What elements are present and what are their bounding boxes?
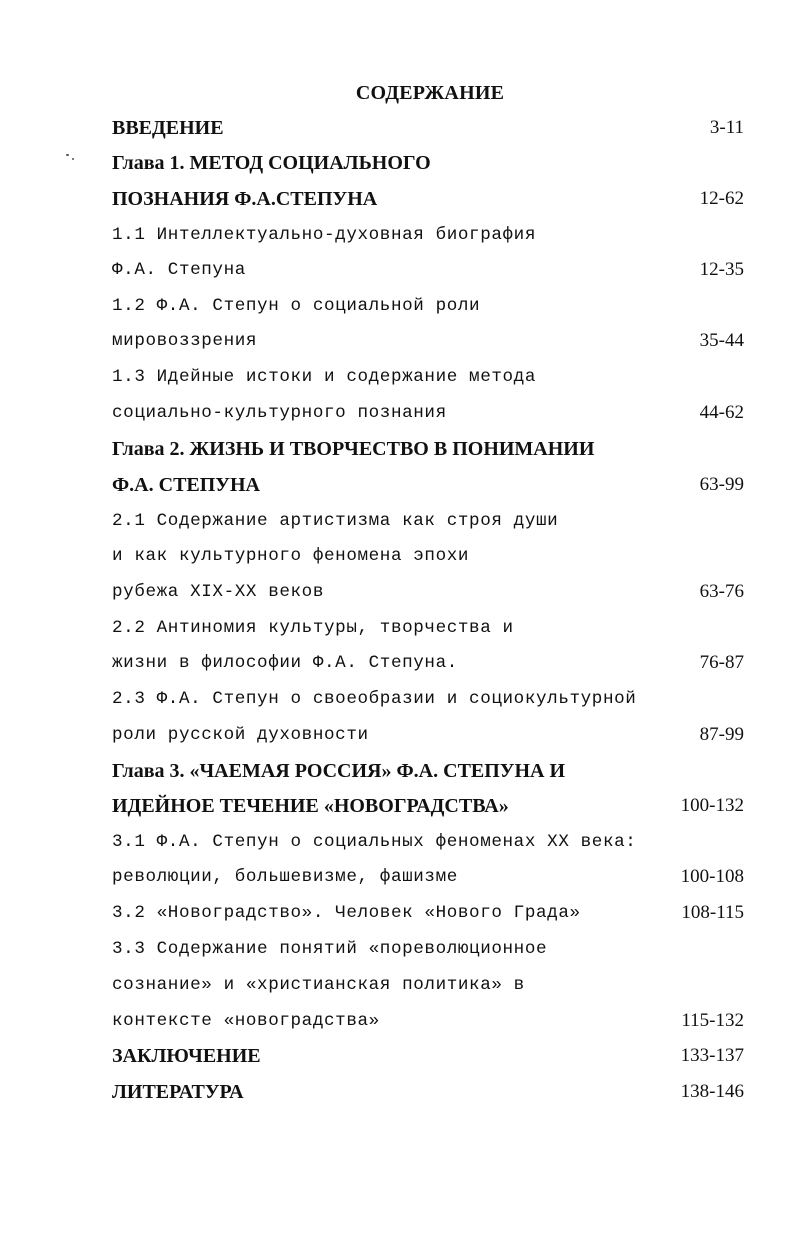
toc-entry bbox=[112, 611, 744, 645]
toc-entry bbox=[112, 539, 744, 573]
toc-entry-page: 76-87 bbox=[699, 652, 744, 673]
toc-entry bbox=[112, 825, 744, 859]
toc-entry-text: ВВЕДЕНИЕ bbox=[112, 117, 224, 139]
toc-entry-text: жизни в философии Ф.А. Степуна. bbox=[112, 653, 458, 673]
toc-entry-text: 1.3 Идейные истоки и содержание метода bbox=[112, 367, 537, 387]
toc-entry-text: ЗАКЛЮЧЕНИЕ bbox=[112, 1045, 261, 1067]
toc-entry-page: 63-76 bbox=[699, 581, 744, 602]
toc-entry bbox=[112, 111, 744, 145]
toc-entry-text: социально-культурного познания bbox=[112, 403, 447, 423]
toc-entry bbox=[112, 718, 744, 752]
toc-entry-text: 3.1 Ф.А. Степун о социальных феноменах XX века: bbox=[112, 832, 637, 852]
toc-entry-text: 2.2 Антиномия культуры, творчества и bbox=[112, 618, 514, 638]
toc-entry-text: ИДЕЙНОЕ ТЕЧЕНИЕ «НОВОГРАДСТВА» bbox=[112, 795, 509, 817]
toc-entry bbox=[112, 1039, 744, 1073]
toc-entry-text: революции, большевизме, фашизме bbox=[112, 867, 458, 887]
toc-entry bbox=[112, 575, 744, 609]
toc-entry bbox=[112, 682, 744, 716]
toc-entry bbox=[112, 396, 744, 430]
toc-entry-text: сознание» и «христианская политика» в bbox=[112, 975, 525, 995]
toc-entry-text: Ф.А. СТЕПУНА bbox=[112, 474, 260, 496]
toc-entry bbox=[112, 860, 744, 894]
toc-entry-text: Ф.А. Степуна bbox=[112, 260, 246, 280]
toc-entry-text: контексте «новоградства» bbox=[112, 1011, 380, 1031]
toc-entry bbox=[112, 360, 744, 394]
toc-entry-page: 100-132 bbox=[680, 795, 744, 816]
toc-entry-text: 2.3 Ф.А. Степун о своеобразии и социокультурной bbox=[112, 689, 637, 709]
toc-entry bbox=[112, 932, 744, 966]
scan-speck bbox=[66, 154, 69, 156]
toc-entry bbox=[112, 1075, 744, 1109]
toc-entry-text: роли русской духовности bbox=[112, 725, 369, 745]
toc-entry bbox=[112, 218, 744, 252]
toc-entry bbox=[112, 896, 744, 930]
page-title: СОДЕРЖАНИЕ bbox=[355, 82, 505, 104]
toc-entry-page: 115-132 bbox=[681, 1010, 744, 1031]
scan-speck bbox=[72, 158, 74, 160]
toc-entry bbox=[112, 324, 744, 358]
toc-entry-page: 138-146 bbox=[680, 1081, 744, 1102]
toc-entry bbox=[112, 1004, 744, 1038]
toc-entry-text: ПОЗНАНИЯ Ф.А.СТЕПУНА bbox=[112, 188, 378, 210]
toc-entry bbox=[112, 289, 744, 323]
toc-entry-text: мировоззрения bbox=[112, 331, 258, 351]
toc-entry-page: 12-35 bbox=[699, 259, 744, 280]
toc-entry-page: 100-108 bbox=[680, 866, 744, 887]
toc-entry bbox=[112, 432, 744, 466]
toc-entry-text: рубежа XIX-XX веков bbox=[112, 582, 325, 602]
toc-entry bbox=[112, 646, 744, 680]
toc-entry bbox=[112, 468, 744, 502]
toc-entry bbox=[112, 146, 744, 180]
toc-entry-text: Глава 2. ЖИЗНЬ И ТВОРЧЕСТВО В ПОНИМАНИИ bbox=[112, 438, 595, 460]
toc-entry-page: 35-44 bbox=[699, 330, 744, 351]
toc-entry-page: 44-62 bbox=[699, 402, 744, 423]
toc-entry-text: 2.1 Содержание артистизма как строя души bbox=[112, 511, 559, 531]
toc-entry bbox=[112, 504, 744, 538]
toc-entry bbox=[112, 253, 744, 287]
toc-entry-page: 133-137 bbox=[680, 1045, 744, 1066]
toc-entry-page: 87-99 bbox=[699, 724, 744, 745]
toc-entry-page: 3-11 bbox=[709, 117, 744, 138]
toc-entry bbox=[112, 754, 744, 788]
toc-entry-text: 1.2 Ф.А. Степун о социальной роли bbox=[112, 296, 481, 316]
toc-entry-page: 12-62 bbox=[699, 188, 744, 209]
toc-entry-page: 63-99 bbox=[699, 474, 744, 495]
toc-entry bbox=[112, 182, 744, 216]
toc-entry-text: 3.3 Содержание понятий «пореволюционное bbox=[112, 939, 548, 959]
toc-entry-text: 3.2 «Новоградство». Человек «Нового Града» bbox=[112, 903, 581, 923]
toc-entry bbox=[112, 789, 744, 823]
toc-entry bbox=[112, 968, 744, 1002]
toc-entry-text: Глава 1. МЕТОД СОЦИАЛЬНОГО bbox=[112, 152, 431, 174]
toc-entry-text: ЛИТЕРАТУРА bbox=[112, 1081, 244, 1103]
toc-entry-text: 1.1 Интеллектуально-духовная биография bbox=[112, 225, 537, 245]
toc-entry-text: Глава 3. «ЧАЕМАЯ РОССИЯ» Ф.А. СТЕПУНА И bbox=[112, 760, 566, 782]
toc-entry-page: 108-115 bbox=[681, 902, 744, 923]
toc-entry-text: и как культурного феномена эпохи bbox=[112, 546, 470, 566]
